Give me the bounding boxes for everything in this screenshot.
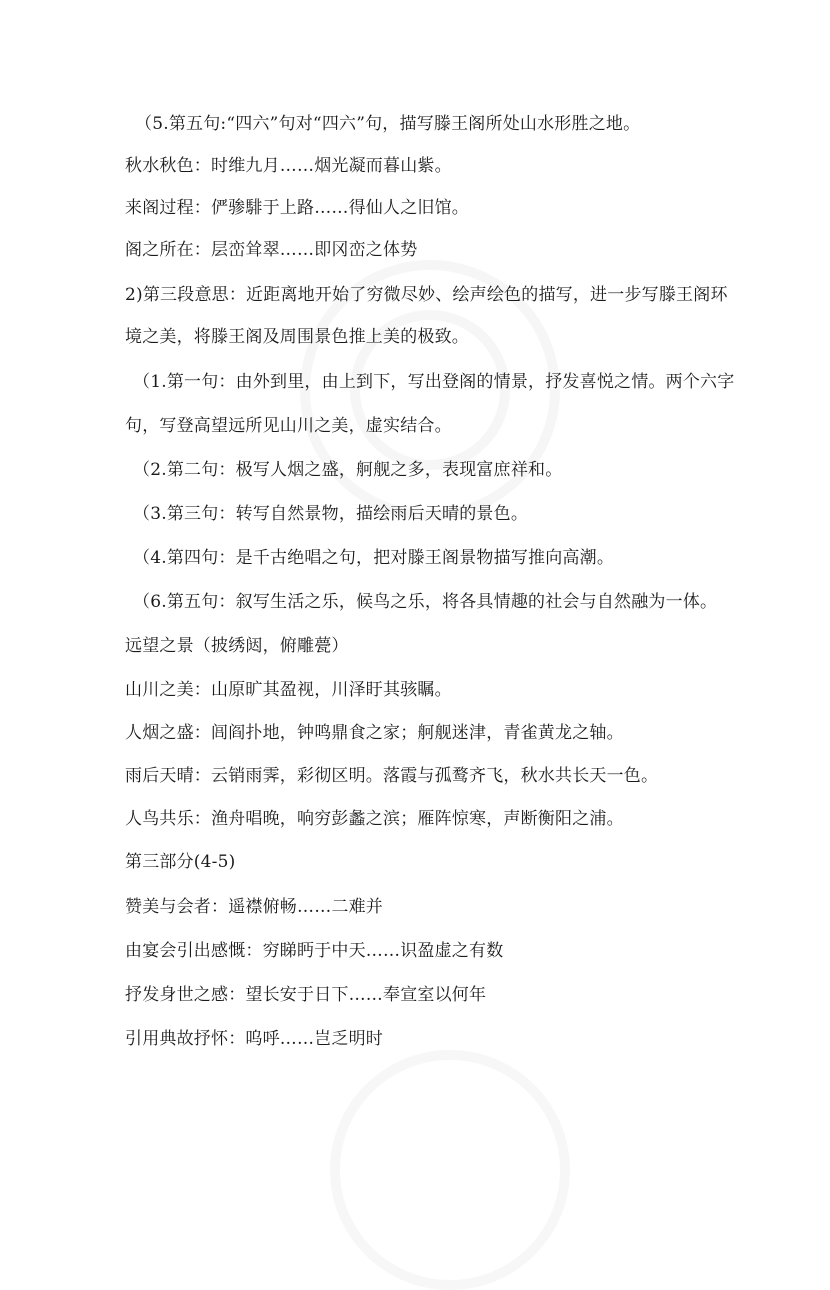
text-line: 2)第三段意思：近距离地开始了穷微尽妙、绘声绘色的描写，进一步写滕王阁环 xyxy=(125,285,728,305)
text-line: （6.第五句：叙写生活之乐，候鸟之乐，将各具情趣的社会与自然融为一体。 xyxy=(133,592,718,612)
watermark-logo-bottom xyxy=(330,1050,570,1290)
text-line: 远望之景（披绣闼，俯雕甍） xyxy=(125,636,349,656)
text-line: 人鸟共乐：渔舟唱晚，响穷彭蠡之滨；雁阵惊寒，声断衡阳之浦。 xyxy=(125,809,624,829)
text-line: 引用典故抒怀：呜呼……岂乏明时 xyxy=(125,1029,383,1049)
text-line: （1.第一句：由外到里，由上到下，写出登阁的情景，抒发喜悦之情。两个六字 xyxy=(133,372,735,392)
text-line: 由宴会引出感慨：穷睇眄于中天……识盈虚之有数 xyxy=(125,941,504,961)
text-line: （5.第五句:“四六”句对“四六”句，描写滕王阁所处山水形胜之地。 xyxy=(135,114,641,134)
text-line: （3.第三句：转写自然景物，描绘雨后天晴的景色。 xyxy=(133,504,529,524)
text-line: 雨后天晴：云销雨霁，彩彻区明。落霞与孤鹜齐飞，秋水共长天一色。 xyxy=(125,766,659,786)
text-line: （2.第二句：极写人烟之盛，舸舰之多，表现富庶祥和。 xyxy=(133,460,563,480)
text-line: 来阁过程：俨骖騑于上路……得仙人之旧馆。 xyxy=(125,198,469,218)
text-line: 句，写登高望远所见山川之美，虚实结合。 xyxy=(125,416,452,436)
text-line: 抒发身世之感：望长安于日下……奉宣室以何年 xyxy=(125,985,487,1005)
text-line: （4.第四句：是千古绝唱之句，把对滕王阁景物描写推向高潮。 xyxy=(133,548,615,568)
text-line: 阁之所在：层峦耸翠……即冈峦之体势 xyxy=(125,240,418,260)
text-line: 山川之美：山原旷其盈视，川泽盱其骇瞩。 xyxy=(125,680,452,700)
text-line: 秋水秋色：时维九月……烟光凝而暮山紫。 xyxy=(125,156,452,176)
text-line: 人烟之盛：闾阎扑地，钟鸣鼎食之家；舸舰迷津，青雀黄龙之轴。 xyxy=(125,723,624,743)
text-line: 境之美，将滕王阁及周围景色推上美的极致。 xyxy=(125,327,469,347)
text-line: 赞美与会者：遥襟俯畅……二难并 xyxy=(125,897,383,917)
text-line: 第三部分(4-5) xyxy=(125,852,236,872)
